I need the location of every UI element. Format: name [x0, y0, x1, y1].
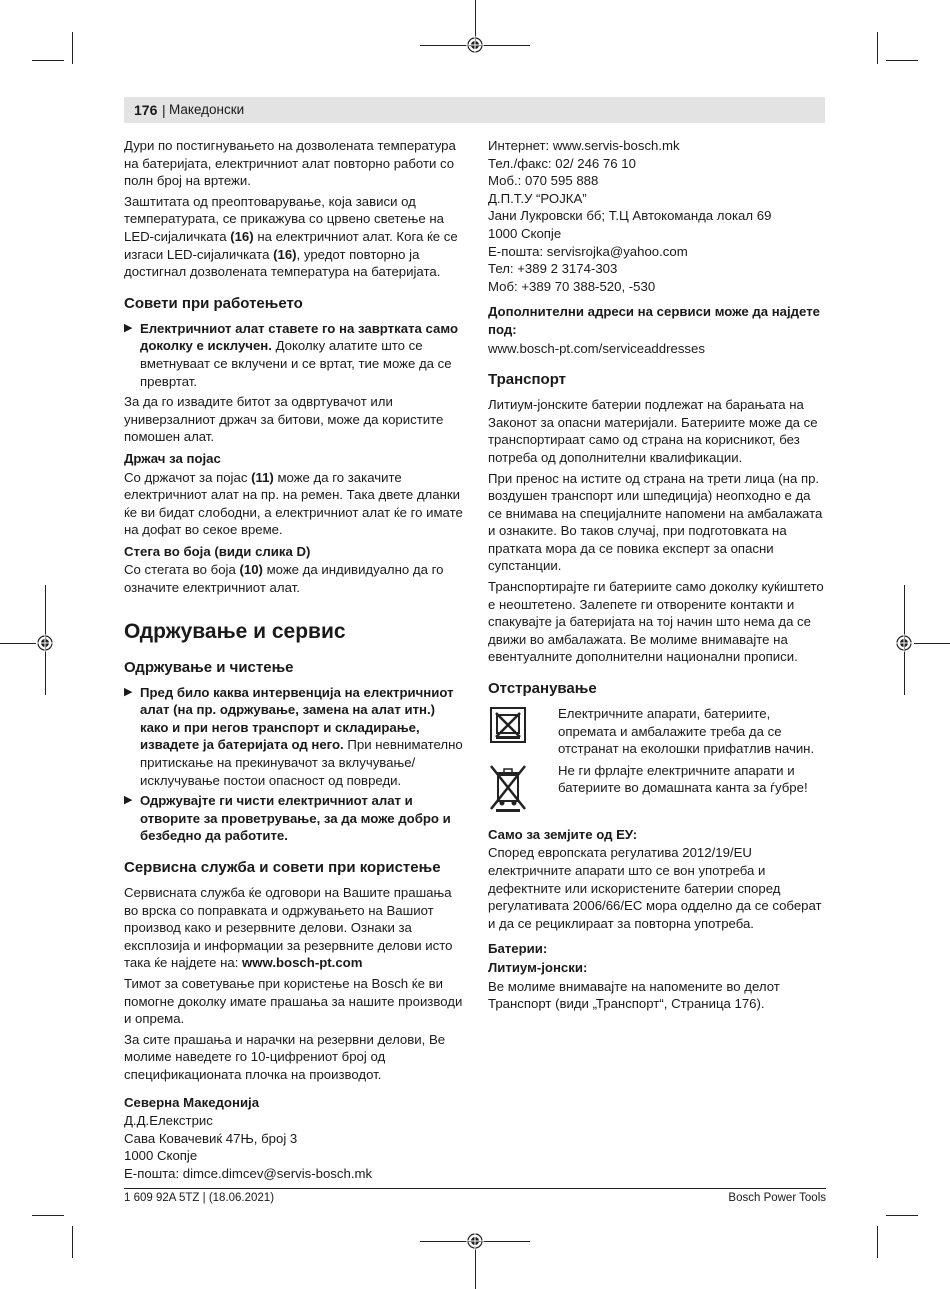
crop-mark	[32, 1215, 64, 1216]
section-heading: Одржување и чистење	[124, 658, 294, 676]
registration-mark-icon	[895, 634, 913, 652]
paragraph: Сервисната служба ќе одговори на Вашите прашања во врска со поправката и одржувањето на Вашиот производ како и резервните делови. Ознаки за експлозија и информации за резервните делови исто така ќе најдете на: www.bosch-pt.com	[124, 885, 453, 971]
page-number: 176	[134, 102, 158, 118]
arrow-right-icon: ▶	[124, 685, 133, 698]
contact-line: Тел: +389 2 3174-303	[488, 261, 618, 277]
recycling-symbol-icon	[488, 705, 528, 745]
contact-line: Тел./факс: 02/ 246 76 10	[488, 155, 636, 171]
section-heading: Транспорт	[488, 371, 567, 389]
registration-mark-icon	[36, 634, 54, 652]
paragraph: Литиум-јонските батерии подлежат на барањата на Законот за опасни материјали. Батериите може да се транспортираат само од страна на корисникот, без потреба од дополнителни квалификации.	[488, 397, 818, 465]
crop-mark	[32, 60, 64, 61]
contact-line: Д.П.Т.У “РОЈКА”	[488, 190, 587, 206]
bullet-item: ▶ Одржувајте ги чисти електричниот алат и отворите за проветрување, за да може добро и безбедно да работите.	[124, 793, 451, 844]
crop-mark	[886, 60, 918, 61]
header-language: Македонски	[169, 102, 245, 117]
crop-mark	[914, 643, 950, 644]
contact-line: Интернет: www.servis-bosch.mk	[488, 138, 680, 153]
contact-line: E-пошта: servisrojka@yahoo.com	[488, 243, 688, 259]
footer-document-id: 1 609 92A 5TZ | (18.06.2021)	[124, 1192, 275, 1204]
paragraph: Транспортирајте ги батериите само доколку куќиштето е неоштетено. Залепете ги отворените контакти и спакувајте ја батеријата на тој начин што нема да се движи во амбалажата. Ве молиме внимавајте на евентуалните дополнителни национални прописи.	[488, 579, 824, 665]
service-addresses-link[interactable]: www.bosch-pt.com/serviceaddresses	[488, 340, 705, 356]
registration-mark-icon	[466, 36, 484, 54]
arrow-right-icon: ▶	[124, 794, 133, 807]
crop-mark	[475, 1248, 476, 1289]
right-column	[488, 137, 828, 1016]
section-heading: Отстранување	[488, 680, 597, 698]
crop-mark	[886, 1215, 918, 1216]
address-line: Сава Ковачевиќ 47Њ, број 3	[124, 1130, 298, 1146]
address-line: 1000 Скопје	[124, 1148, 198, 1164]
contact-line: Моб: +389 70 388-520, -530	[488, 278, 656, 294]
paragraph: Заштитата од преоптоварување, која зависи од температурата, се прикажува со црвено светење на LED-сијаличката (16) на електричниот алат. Кога ќе се изгаси LED-сијаличката (16), уредот повторно ја достигнал дозволената температура на батеријата.	[124, 193, 458, 280]
bullet-item: ▶ Пред било каква интервенција на електричниот алат (на пр. одржување, замена на алат итн.) како и при негов транспорт и складирање, извадете ја батеријата од него. При невнимателно притискање на прекинувачот за вклучување/исклучување постои опасност од повреди.	[124, 684, 463, 788]
footer-rule	[124, 1188, 826, 1189]
disposal-text: Не ги фрлајте електричните апарати и батериите во домашната канта за ѓубре!	[558, 762, 808, 796]
crossed-bin-icon	[488, 762, 528, 814]
paragraph: Со стегата во боја (10) може да индивидуално да го означите електричниот алат.	[124, 562, 444, 596]
crop-mark	[0, 643, 36, 644]
disposal-item	[488, 762, 828, 814]
crop-mark	[877, 32, 878, 64]
disposal-item	[488, 705, 828, 758]
paragraph: Тимот за советување при користење на Bosch ќе ви помогне доколку имате прашања за нашите производи и опрема.	[124, 975, 463, 1027]
paragraph: Според европската регулатива 2012/19/EU електричните апарати што се вон употреба и дефектните или искористените батерии според регулативата 2006/66/ЕС мора одделно да се соберат и да се рециклираат за повторна употреба.	[488, 845, 822, 931]
disposal-text: Електричните апарати, батериите, опремата и амбалажите треба да се отстранат на еколошки прифатлив начин.	[558, 706, 815, 757]
subheading: Литиум-јонски:	[488, 959, 588, 975]
registration-mark-icon	[466, 1232, 484, 1250]
crop-mark	[72, 32, 73, 64]
paragraph: Со држачот за појас (11) може да го закачите електричниот алат на пр. на ремен. Така двете дланки ќе ви бидат слободни, а електричниот алат ќе го имате на дофат во секое време.	[124, 469, 463, 538]
crop-mark	[877, 1226, 878, 1258]
address-line: Д.Д.Елекстрис	[124, 1113, 213, 1129]
paragraph: За сите прашања и нарачки на резервни делови, Ве молиме наведете го 10-цифрениот број од спецификационата плочка на производот.	[124, 1031, 446, 1082]
subheading: Батерии:	[488, 941, 548, 957]
paragraph: За да го извадите битот за одвртувачот или универзалниот држач за битови, може да користите помошен алат.	[124, 394, 444, 445]
section-heading: Сервисна служба и совети при користење	[124, 859, 441, 876]
header-separator: |	[162, 102, 166, 118]
subheading: Држач за појас	[124, 450, 221, 466]
subheading: Дополнителни адреси на сервиси може да најдете под:	[488, 304, 820, 337]
page-header	[124, 97, 825, 123]
left-column	[124, 137, 464, 1183]
contact-line: Моб.: 070 595 888	[488, 173, 599, 189]
arrow-right-icon: ▶	[124, 321, 133, 334]
section-heading: Совети при работењето	[124, 294, 303, 312]
paragraph: При пренос на истите од страна на трети лица (на пр. воздушен транспорт или шпедиција) неопходно е да се внимава на специјалните напомени на амбалажата и ознаките. Во таков случај, при подготовката на пратката мора да се повика експерт за опасни супстанции.	[488, 470, 823, 574]
website-link[interactable]: www.bosch-pt.com	[242, 955, 363, 971]
subheading: Стега во боја (види слика D)	[124, 543, 311, 559]
chapter-heading: Одржување и сервис	[124, 619, 346, 643]
paragraph: Дури по постигнувањето на дозволената температура на батеријата, електричниот алат повторно работи со полн број на вртежи.	[124, 138, 456, 189]
subheading: Северна Македонија	[124, 1094, 260, 1110]
crop-mark	[72, 1226, 73, 1258]
bullet-item: ▶ Електричниот алат ставете го на завртката само доколку е исклучен. Доколку алатите што се вметнуваат се вклучени и се вртат, тие може да се превртат.	[124, 320, 458, 389]
footer-brand: Bosch Power Tools	[728, 1192, 826, 1204]
contact-line: Јани Лукровски бб; Т.Ц Автокоманда локал 69	[488, 208, 772, 224]
contact-line: 1000 Скопје	[488, 225, 562, 241]
subheading: Само за земјите од ЕУ:	[488, 826, 638, 842]
address-line: E-пошта: dimce.dimcev@servis-bosch.mk	[124, 1165, 373, 1181]
paragraph: Ве молиме внимавајте на напомените во делот Транспорт (види „Транспорт“, Страница 176).	[488, 978, 780, 1012]
